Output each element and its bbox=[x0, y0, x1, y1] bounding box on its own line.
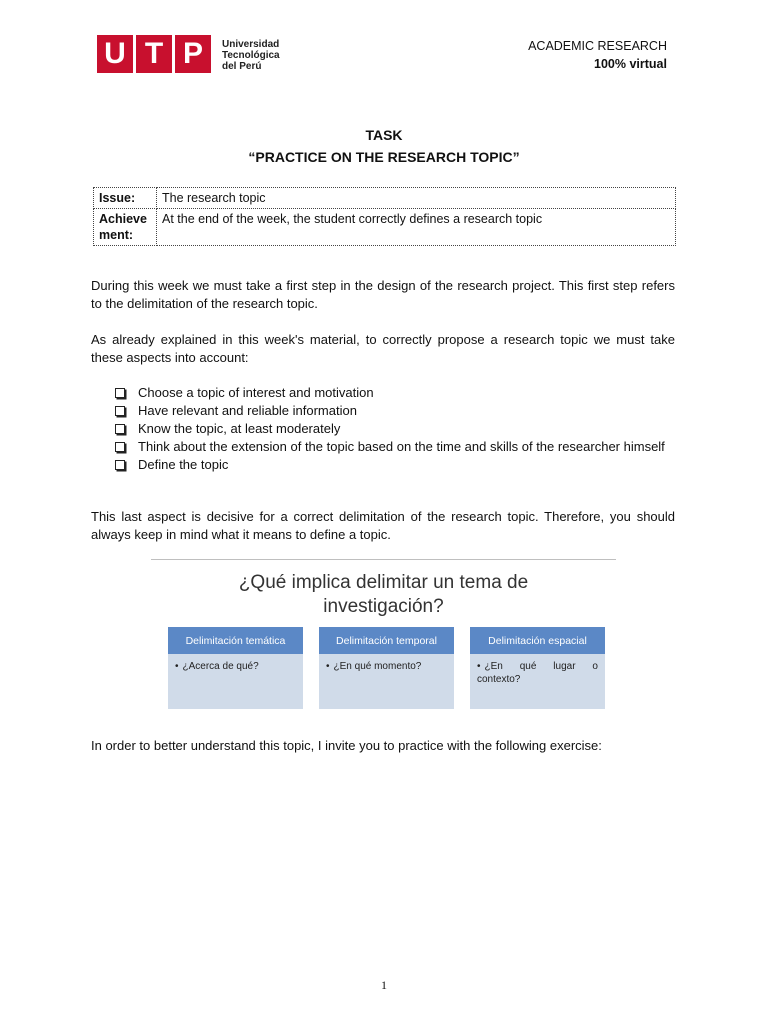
logo-text bbox=[222, 39, 280, 72]
utp-logo bbox=[97, 35, 280, 75]
box-body bbox=[470, 654, 605, 692]
figure-title-line: investigación? bbox=[323, 596, 444, 617]
logo-text-line: del Perú bbox=[222, 60, 262, 72]
page-number: 1 bbox=[381, 978, 387, 992]
logo-letter-p: P bbox=[175, 35, 211, 73]
checkbox-icon bbox=[115, 388, 125, 398]
box-heading: Delimitación temática bbox=[168, 627, 303, 654]
thematic-delimitation-box bbox=[168, 627, 303, 709]
list-item bbox=[113, 420, 675, 438]
figure-title-line: ¿Qué implica delimitar un tema de bbox=[238, 572, 529, 593]
bullet-icon: • bbox=[477, 661, 481, 672]
checkbox-icon bbox=[115, 460, 125, 470]
exercise-paragraph: In order to better understand this topic, I invite you to practice with the following exercise: bbox=[91, 738, 602, 753]
list-item-text: Have relevant and reliable information bbox=[138, 403, 357, 418]
intro-paragraph: During this week we must take a first step in the design of the research project. This first step refers to the delimitation of the research topic. bbox=[91, 278, 675, 311]
task-title: TASK bbox=[365, 127, 403, 143]
list-item-text: Know the topic, at least moderately bbox=[138, 421, 341, 436]
info-table bbox=[93, 187, 676, 246]
logo-text-line: Universidad bbox=[222, 38, 280, 50]
checkbox-icon bbox=[115, 424, 125, 434]
logo-text-line: Tecnológica bbox=[222, 49, 280, 61]
course-header bbox=[528, 37, 667, 73]
box-question: ¿En qué momento? bbox=[333, 661, 422, 672]
aspects-checklist bbox=[113, 384, 675, 474]
list-item-text: Choose a topic of interest and motivation bbox=[138, 385, 374, 400]
list-item-text: Define the topic bbox=[138, 457, 229, 472]
logo-letter-t: T bbox=[136, 35, 172, 73]
logo-letters bbox=[97, 35, 214, 75]
box-question: ¿Acerca de qué? bbox=[182, 661, 259, 672]
task-subtitle: “PRACTICE ON THE RESEARCH TOPIC” bbox=[248, 149, 520, 165]
issue-value: The research topic bbox=[157, 188, 676, 209]
box-question: ¿En qué lugar o contexto? bbox=[477, 661, 598, 685]
box-heading: Delimitación espacial bbox=[470, 627, 605, 654]
box-heading: Delimitación temporal bbox=[319, 627, 454, 654]
list-item bbox=[113, 402, 675, 420]
temporal-delimitation-box bbox=[319, 627, 454, 709]
list-item bbox=[113, 384, 675, 402]
issue-label: Issue: bbox=[94, 188, 157, 209]
table-row bbox=[94, 188, 676, 209]
list-item bbox=[113, 456, 675, 474]
figure-title bbox=[151, 571, 616, 619]
achievement-value: At the end of the week, the student correctly defines a research topic bbox=[157, 209, 676, 246]
checkbox-icon bbox=[115, 442, 125, 452]
list-item-text: Think about the extension of the topic based on the time and skills of the researcher himself bbox=[138, 439, 665, 454]
list-item bbox=[113, 438, 675, 456]
table-row bbox=[94, 209, 676, 246]
decisive-paragraph: This last aspect is decisive for a correct delimitation of the research topic. Therefore, you should always keep in mind what it means to define a topic. bbox=[91, 509, 675, 542]
spatial-delimitation-box bbox=[470, 627, 605, 709]
box-body bbox=[168, 654, 303, 679]
course-name: ACADEMIC RESEARCH bbox=[528, 39, 667, 53]
delimitation-figure bbox=[151, 559, 616, 714]
logo-letter-u: U bbox=[97, 35, 133, 73]
figure-divider bbox=[151, 559, 616, 560]
bullet-icon: • bbox=[326, 661, 330, 672]
checkbox-icon bbox=[115, 406, 125, 416]
course-modality: 100% virtual bbox=[594, 57, 667, 71]
achievement-label: Achieve ment: bbox=[94, 209, 157, 246]
bullet-icon: • bbox=[175, 661, 179, 672]
box-body bbox=[319, 654, 454, 679]
aspects-paragraph: As already explained in this week's material, to correctly propose a research topic we must take these aspects into account: bbox=[91, 332, 675, 365]
